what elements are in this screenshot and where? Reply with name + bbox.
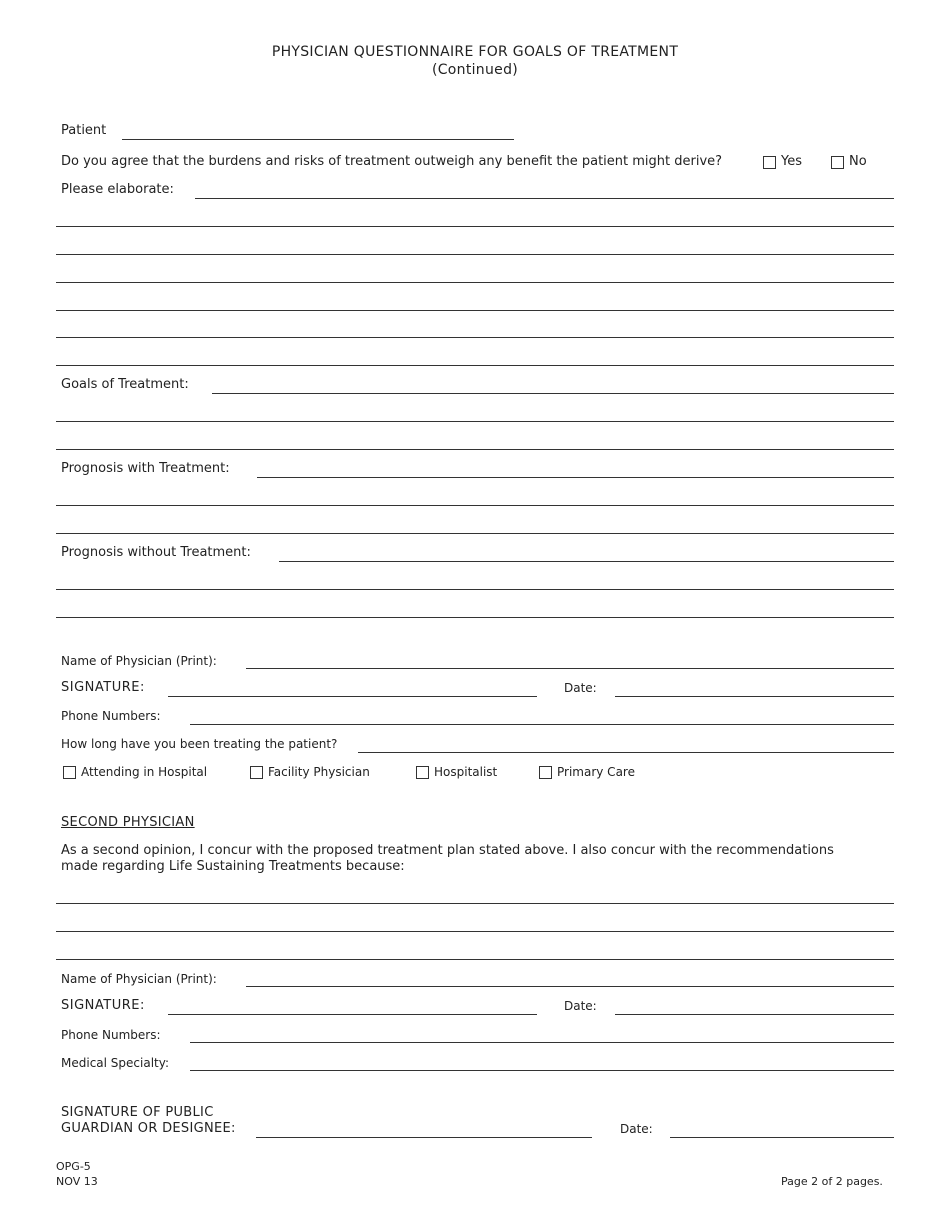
prognosis-without-label: Prognosis without Treatment: [61,545,251,560]
second-opinion-line[interactable] [56,903,894,904]
goals-line[interactable] [56,421,894,422]
form-id: OPG-5 [56,1160,91,1173]
guardian-label-line2: GUARDIAN OR DESIGNEE: [61,1121,236,1136]
physician-signature-field[interactable] [168,696,537,697]
physician-signature-label: SIGNATURE: [61,680,145,695]
burden-yes-label: Yes [781,154,802,169]
prognosis-without-field[interactable] [279,561,894,562]
burden-no-checkbox[interactable] [831,156,844,169]
treating-duration-label: How long have you been treating the patient? [61,737,338,751]
physician-phone-label: Phone Numbers: [61,709,161,723]
second-physician-signature-field[interactable] [168,1014,537,1015]
second-physician-phone-label: Phone Numbers: [61,1028,161,1042]
physician-date-label: Date: [564,681,597,695]
page-info: Page 2 of 2 pages. [781,1175,883,1188]
prognosis-without-line[interactable] [56,617,894,618]
second-physician-date-field[interactable] [615,1014,894,1015]
role-facility-checkbox[interactable] [250,766,263,779]
role-hospitalist-label: Hospitalist [434,765,498,779]
second-opinion-statement: As a second opinion, I concur with the proposed treatment plan stated above. I also concur with the recommendations made regarding Life Sustaining Treatments because: [61,843,834,874]
role-attending-checkbox[interactable] [63,766,76,779]
elaborate-line[interactable] [56,310,894,311]
treating-duration-field[interactable] [358,752,894,753]
second-physician-signature-label: SIGNATURE: [61,998,145,1013]
physician-phone-field[interactable] [190,724,894,725]
elaborate-line[interactable] [56,282,894,283]
form-date: NOV 13 [56,1175,98,1188]
patient-label: Patient [61,123,107,138]
second-physician-heading: SECOND PHYSICIAN [61,815,195,830]
form-subtitle: (Continued) [431,62,519,78]
burden-yes-checkbox[interactable] [763,156,776,169]
prognosis-with-field[interactable] [257,477,894,478]
elaborate-line[interactable] [56,226,894,227]
burden-no-label: No [849,154,867,169]
second-physician-name-field[interactable] [246,986,894,987]
second-physician-name-label: Name of Physician (Print): [61,972,217,986]
guardian-date-label: Date: [620,1122,653,1136]
elaborate-line[interactable] [56,254,894,255]
guardian-label-line1: SIGNATURE OF PUBLIC [61,1105,214,1120]
second-opinion-line[interactable] [56,959,894,960]
role-primary-care-label: Primary Care [557,765,635,779]
role-facility-label: Facility Physician [268,765,370,779]
prognosis-with-label: Prognosis with Treatment: [61,461,230,476]
goals-label: Goals of Treatment: [61,377,189,392]
medical-specialty-label: Medical Specialty: [61,1056,169,1070]
second-physician-date-label: Date: [564,999,597,1013]
role-attending-label: Attending in Hospital [81,765,208,779]
patient-field[interactable] [122,139,514,140]
role-hospitalist-checkbox[interactable] [416,766,429,779]
form-title: PHYSICIAN QUESTIONNAIRE FOR GOALS OF TREATMENT [271,44,679,60]
physician-date-field[interactable] [615,696,894,697]
elaborate-line[interactable] [56,365,894,366]
physician-name-label: Name of Physician (Print): [61,654,217,668]
prognosis-with-line[interactable] [56,505,894,506]
role-primary-care-checkbox[interactable] [539,766,552,779]
guardian-signature-field[interactable] [256,1137,592,1138]
second-physician-phone-field[interactable] [190,1042,894,1043]
prognosis-without-line[interactable] [56,589,894,590]
guardian-date-field[interactable] [670,1137,894,1138]
goals-field[interactable] [212,393,894,394]
medical-specialty-field[interactable] [190,1070,894,1071]
second-opinion-line[interactable] [56,931,894,932]
prognosis-with-line[interactable] [56,533,894,534]
elaborate-line[interactable] [56,337,894,338]
elaborate-label: Please elaborate: [61,182,174,197]
goals-line[interactable] [56,449,894,450]
physician-name-field[interactable] [246,668,894,669]
burden-question-text: Do you agree that the burdens and risks of treatment outweigh any benefit the patient might derive? [61,154,723,169]
elaborate-field[interactable] [195,198,894,199]
